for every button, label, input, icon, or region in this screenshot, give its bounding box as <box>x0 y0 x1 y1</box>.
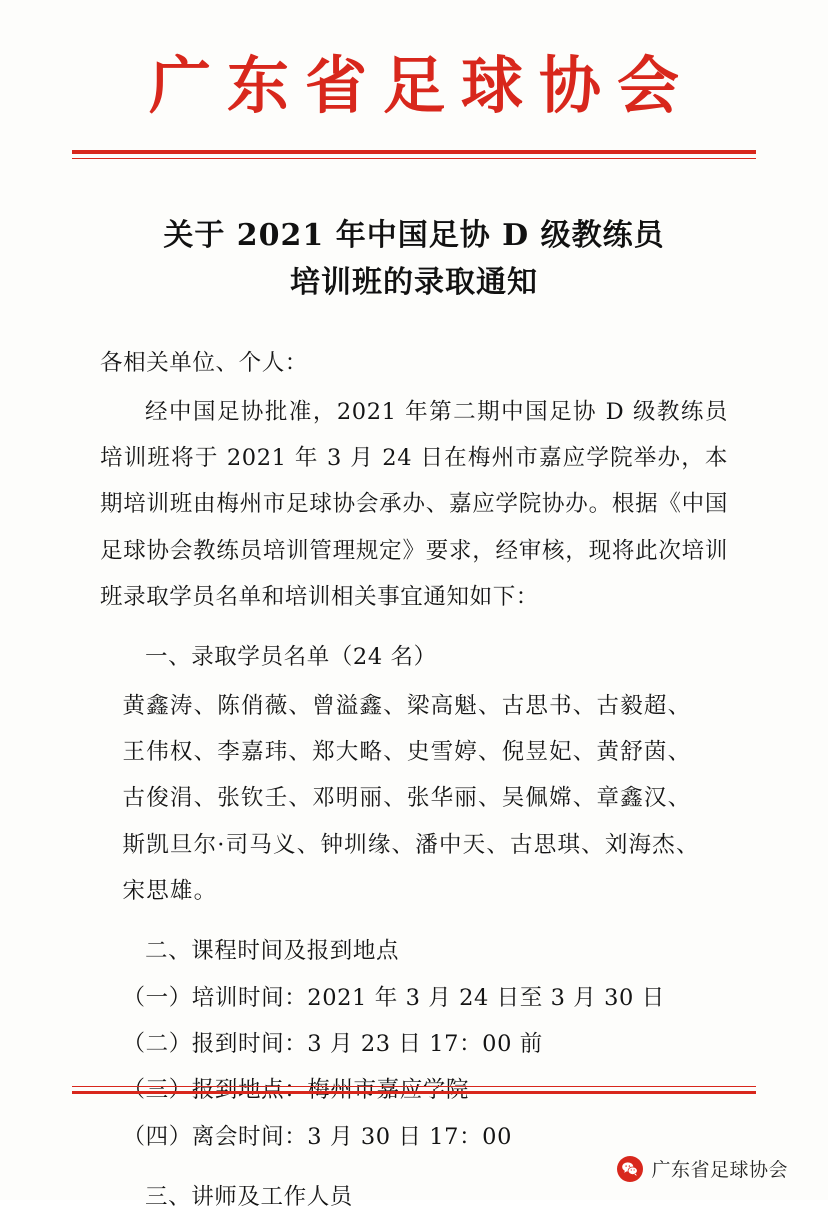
schedule-item: （二）报到时间：3 月 23 日 17：00 前 <box>122 1031 543 1057</box>
section-heading-one: 一、录取学员名单（24 名） <box>145 644 437 671</box>
document-title-line-2: 培训班的录取通知 <box>290 264 538 300</box>
wechat-icon <box>617 1156 643 1182</box>
divider-thick-line <box>72 150 756 154</box>
name-line: 古俊涓、张钦壬、邓明丽、张华丽、吴佩嫦、章鑫汉、 <box>122 785 692 812</box>
name-line: 王伟权、李嘉玮、郑大略、史雪婷、倪昱妃、黄舒茵、 <box>122 738 692 765</box>
document-title <box>96 213 732 306</box>
name-line: 斯凯旦尔·司马义、钟圳缘、潘中天、古思琪、刘海杰、 <box>122 831 700 858</box>
footer-divider-thin-line <box>72 1086 756 1087</box>
footer-divider-thick-line <box>72 1091 756 1094</box>
name-line: 宋思雄。 <box>122 877 218 904</box>
schedule-item: （一）培训时间：2021 年 3 月 24 日至 3 月 30 日 <box>122 984 665 1011</box>
wechat-account-badge <box>617 1155 788 1182</box>
salutation: 各相关单位、个人： <box>100 350 308 377</box>
intro-paragraph: 经中国足协批准，2021 年第二期中国足协 D 级教练员培训班将于 2021 年 3 月 24 日在梅州市嘉应学院举办，本期培训班由梅州市足球协会承办、嘉应学院协办。根据《中国足球协会教练员培训管理规定》要求，经审核，现将此次培训班录取学员名单和培训相关事宜通知如下： <box>100 398 728 610</box>
section-heading-two: 二、课程时间及报到地点 <box>145 938 400 965</box>
name-line: 黄鑫涛、陈俏薇、曾溢鑫、梁高魁、古思书、古毅超、 <box>122 692 692 719</box>
schedule-list <box>100 975 728 1160</box>
wechat-account-name: 广东省足球协会 <box>651 1159 788 1181</box>
schedule-item: （四）离会时间：3 月 30 日 17：00 <box>122 1123 513 1150</box>
document-title-line-1: 关于 2021 年中国足协 D 级教练员 <box>163 218 665 254</box>
divider-thin-line <box>72 158 756 159</box>
section-heading-three: 三、讲师及工作人员 <box>145 1184 353 1211</box>
footer-divider <box>72 1086 756 1094</box>
header-divider <box>72 150 756 159</box>
enrolled-name-list <box>100 683 728 915</box>
masthead <box>0 0 828 120</box>
organization-title: 广东省足球协会 <box>148 49 695 122</box>
